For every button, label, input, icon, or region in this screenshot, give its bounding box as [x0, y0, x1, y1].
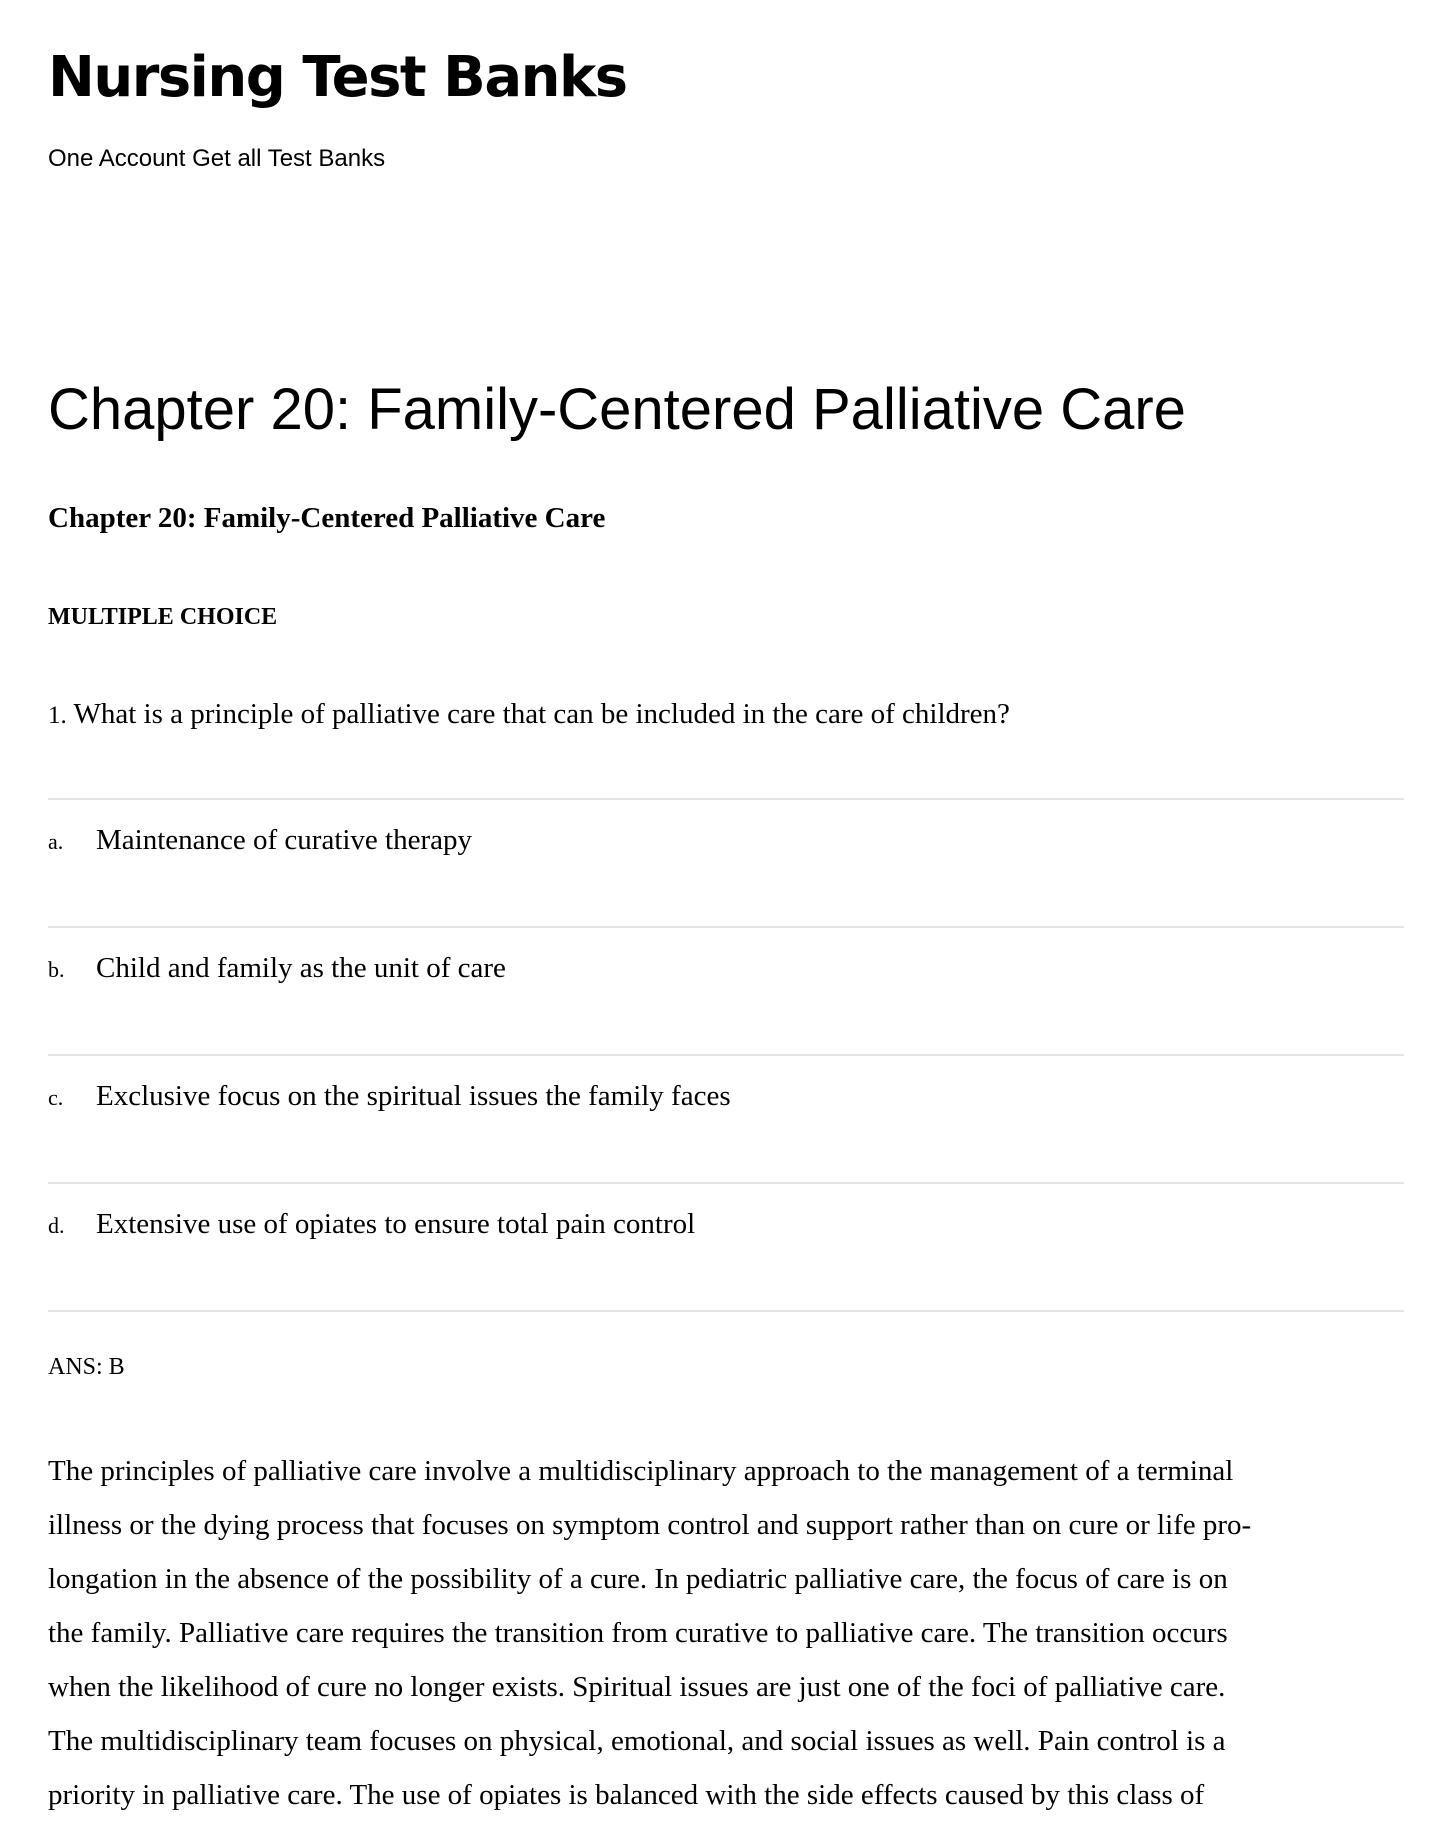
option-text: Maintenance of curative therapy [96, 824, 473, 856]
site-tagline: One Account Get all Test Banks [48, 145, 386, 172]
option-letter: b. [48, 957, 65, 982]
answer-option-c [48, 1078, 1404, 1119]
option-text: Exclusive focus on the spiritual issues the family faces [96, 1080, 731, 1112]
answer-option-b [48, 950, 1404, 991]
rationale-paragraph [48, 1444, 1404, 1822]
answer-key: ANS: B [48, 1354, 125, 1380]
rationale-line: when the likelihood of cure no longer exists. Spiritual issues are just one of the foci of palliative care. [48, 1671, 1226, 1703]
rationale-line: priority in palliative care. The use of opiates is balanced with the side effects caused by this class of [48, 1779, 1205, 1811]
rationale-line: The multidisciplinary team focuses on physical, emotional, and social issues as well. Pain control is a [48, 1725, 1226, 1757]
question-text: What is a principle of palliative care that can be included in the care of children? [73, 698, 1010, 730]
chapter-subheading: Chapter 20: Family-Centered Palliative Care [48, 502, 606, 534]
option-text: Extensive use of opiates to ensure total pain control [96, 1208, 696, 1240]
divider [48, 926, 1404, 928]
chapter-heading: Chapter 20: Family-Centered Palliative Care [48, 377, 1186, 442]
rationale-line: The principles of palliative care involve a multidisciplinary approach to the management of a terminal [48, 1455, 1234, 1487]
divider [48, 1054, 1404, 1056]
question-number: 1. [48, 702, 67, 729]
option-letter: c. [48, 1085, 64, 1110]
question-stem [48, 696, 1010, 734]
rationale-line: illness or the dying process that focuses on symptom control and support rather than on cure or life pro- [48, 1509, 1252, 1541]
option-letter: a. [48, 829, 64, 854]
rationale-line: the family. Palliative care requires the transition from curative to palliative care. The transition occurs [48, 1617, 1228, 1649]
option-letter: d. [48, 1213, 65, 1238]
section-label: MULTIPLE CHOICE [48, 604, 278, 630]
site-title: Nursing Test Banks [48, 45, 627, 110]
divider [48, 1310, 1404, 1312]
rationale-line: longation in the absence of the possibility of a cure. In pediatric palliative care, the focus of care is on [48, 1563, 1228, 1595]
option-text: Child and family as the unit of care [96, 952, 506, 984]
answer-option-a [48, 822, 1404, 863]
divider [48, 1182, 1404, 1184]
divider [48, 798, 1404, 800]
answer-option-d [48, 1206, 1404, 1247]
